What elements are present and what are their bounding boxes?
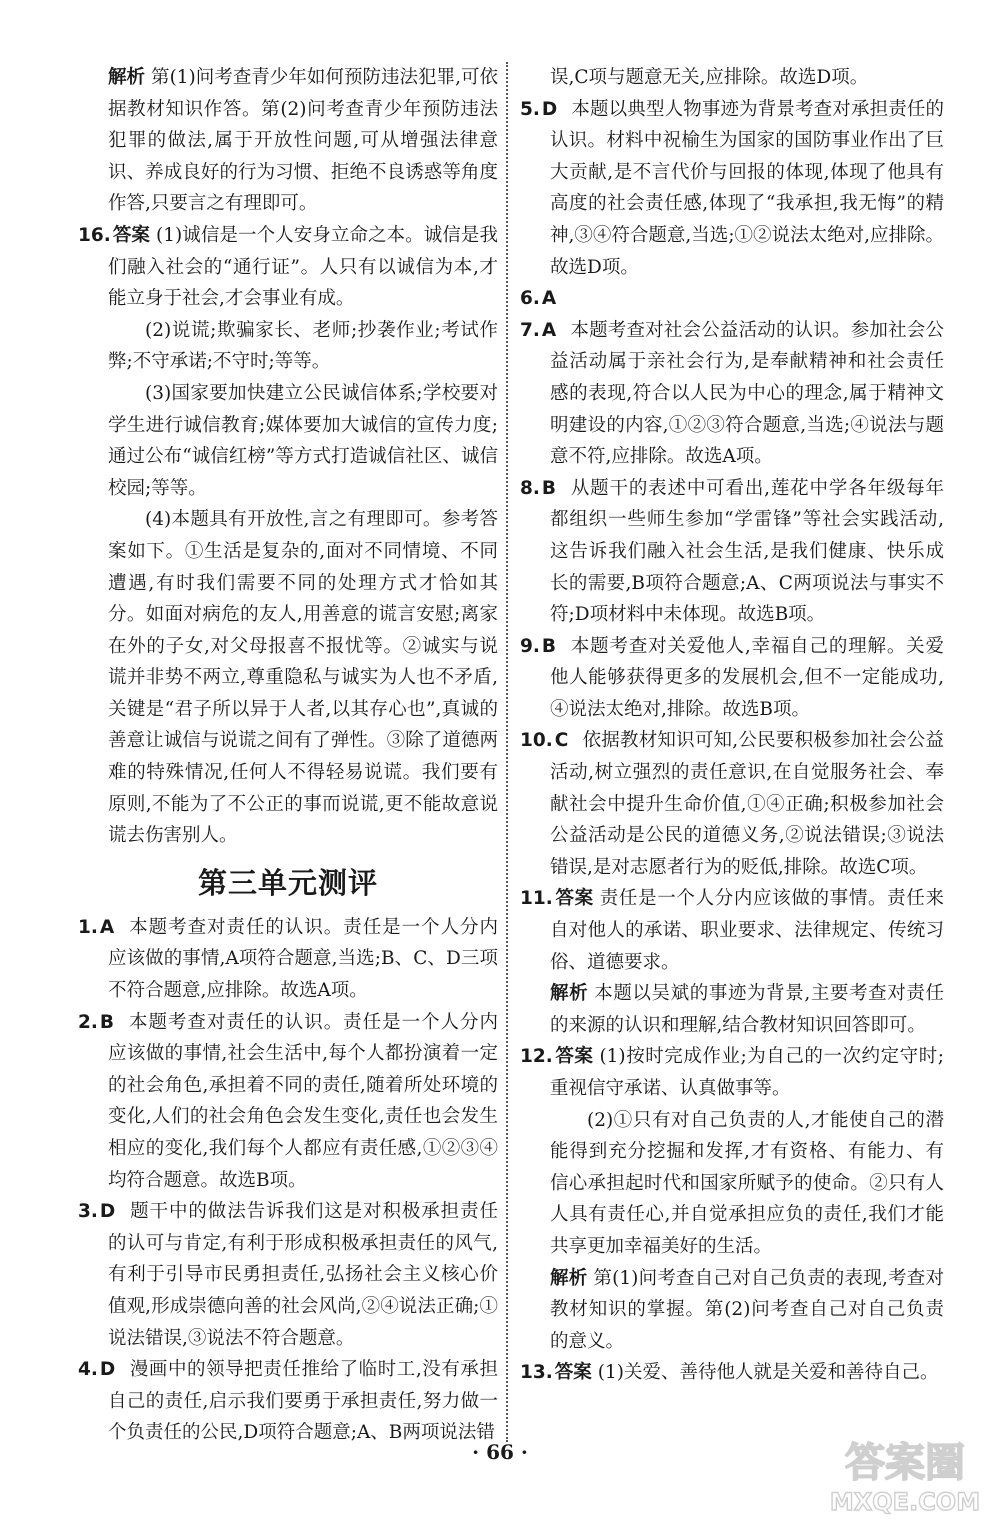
- explanation-paragraph: [520, 1263, 944, 1358]
- question-number: 9.: [520, 635, 540, 657]
- question-item: [520, 631, 944, 726]
- watermark-line2: MXQE.COM: [829, 1488, 981, 1516]
- entry-text: (3)国家要加快建立公民诚信体系;学校要对学生进行诚信教育;媒体要加大诚信的宣传力度;通过公布“诚信红榜”等方式打造诚信社区、诚信校园;等等。: [108, 382, 498, 499]
- explanation-paragraph: [78, 62, 498, 220]
- entry-text: 第(1)问考查青少年如何预防违法犯罪,可依据教材知识作答。第(2)问考查青少年预防违法犯罪的做法,属于开放性问题,可从增强法律意识、养成良好的行为习惯、拒绝不良诱惑等角度作答,只要言之有理即可。: [108, 67, 498, 215]
- question-item: [520, 883, 944, 978]
- answer-subpart: [78, 378, 498, 504]
- question-number: 7.: [520, 319, 540, 341]
- answer-choice: C: [554, 730, 569, 752]
- entry-text: 第(1)问考查自己对自己负责的表现,考查对教材知识的掌握。第(2)问考查自己对自己负责的意义。: [550, 1267, 944, 1352]
- question-item: [78, 912, 498, 1007]
- question-item: [520, 1357, 944, 1389]
- page-number: · 66 ·: [472, 1440, 528, 1464]
- answer-choice: B: [99, 1011, 115, 1033]
- entry-text: 本题考查对责任的认识。责任是一个人分内应该做的事情,社会生活中,每个人都扮演着一定的社会角色,承担着不同的责任,随着所处环境的变化,人们的社会角色会发生变化,责任也会发生相应的变化,我们每个人都应有责任感,①②③④均符合题意。故选B项。: [108, 1011, 498, 1191]
- entry-text: 题干中的做法告诉我们这是对积极承担责任的认可与肯定,有利于形成积极承担责任的风气,有利于引导市民勇担责任,弘扬社会主义核心价值观,形成崇德向善的社会风尚,②④说法正确;①说法错误,③说法不符合题意。: [108, 1201, 498, 1349]
- analysis-label: 解析: [550, 983, 589, 1005]
- left-column: [78, 62, 498, 1449]
- question-item: [78, 220, 498, 315]
- question-item: [78, 1196, 498, 1354]
- question-number: 8.: [520, 477, 540, 499]
- question-number: 12.: [520, 1046, 553, 1068]
- answer-subpart: [520, 1105, 944, 1263]
- question-number: 3.: [78, 1201, 98, 1223]
- question-number: 2.: [78, 1011, 98, 1033]
- question-item: [78, 1354, 498, 1449]
- right-column: [520, 62, 944, 1389]
- watermark-logo: [820, 1432, 990, 1518]
- question-number: 1.: [78, 916, 98, 938]
- question-item: [520, 94, 944, 284]
- explanation-paragraph: [520, 978, 944, 1041]
- answer-choice: A: [541, 319, 557, 341]
- entry-text: 本题以吴斌的事迹为背景,主要考查对责任的来源的认识和理解,结合教材知识回答即可。: [550, 983, 944, 1036]
- answer-label: 答案: [554, 888, 594, 910]
- watermark-line1: 答案圈: [845, 1440, 965, 1486]
- entry-text: (4)本题具有开放性,言之有理即可。参考答案如下。①生活是复杂的,面对不同情境、不同遭遇,有时我们需要不同的处理方式才恰如其分。如面对病危的友人,用善意的谎言安慰;离家在外的子女,对父母报喜不报忧等。②诚实与说谎并非势不两立,尊重隐私与诚实为人也不矛盾,关键是“君子所以异于人者,以其存心也”,真诚的善意让诚信与说谎之间有了弹性。③除了道德两难的特殊情况,任何人不得轻易说谎。我们要有原则,不能为了不公正的事而说谎,更不能故意说谎去伤害别人。: [108, 509, 498, 847]
- answer-choice: A: [99, 916, 115, 938]
- question-item: [520, 315, 944, 473]
- question-number: 10.: [520, 730, 553, 752]
- column-divider: [506, 62, 508, 1442]
- entry-text: 本题以典型人物事迹为背景考查对承担责任的认识。材料中祝榆生为国家的国防事业作出了巨大贡献,是不言代价与回报的体现,体现了他具有高度的社会责任感,体现了“我承担,我无悔”的精神,③④符合题意,当选;①②说法太绝对,应排除。故选D项。: [550, 98, 944, 278]
- answer-label: 答案: [554, 1362, 592, 1384]
- entry-text: 误,C项与题意无关,应排除。故选D项。: [550, 67, 869, 88]
- question-number: 6.: [520, 288, 540, 310]
- entry-text: (2)①只有对自己负责的人,才能使自己的潜能得到充分挖掘和发挥,才有资格、有能力、有信心承担起时代和国家所赋予的使命。②只有人人具有责任心,并自觉承担应负的责任,我们才能共享更加幸福美好的生活。: [550, 1109, 944, 1257]
- entry-text: (2)说谎;欺骗家长、老师;抄袭作业;考试作弊;不守承诺;不守时;等等。: [108, 319, 498, 373]
- question-number: 5.: [520, 98, 540, 120]
- entry-text: 从题干的表述中可看出,莲花中学各年级每年都组织一些师生参加“学雷锋”等社会实践活动,这告诉我们融入社会生活,是我们健康、快乐成长的需要,B项符合题意;A、C两项说法与事实不符;D项材料中未体现。故选B项。: [550, 477, 944, 626]
- answer-choice: D: [541, 98, 558, 120]
- question-item: [520, 1041, 944, 1104]
- explanation-paragraph: [520, 62, 944, 94]
- question-number: 13.: [520, 1362, 553, 1384]
- question-item: [520, 283, 944, 315]
- entry-text: (1)关爱、善待他人就是关爱和善待自己。: [597, 1362, 939, 1384]
- analysis-label: 解析: [550, 1267, 588, 1289]
- question-number: 4.: [78, 1359, 98, 1381]
- question-number: 16.: [78, 224, 111, 246]
- entry-text: 本题考查对关爱他人,幸福自己的理解。关爱他人能够获得更多的发展机会,但不一定能成功,④说法太绝对,排除。故选B项。: [550, 635, 944, 720]
- question-item: [520, 473, 944, 631]
- answer-choice: B: [541, 635, 557, 657]
- answer-subpart: [78, 504, 498, 852]
- entry-text: 本题考查对责任的认识。责任是一个人分内应该做的事情,A项符合题意,当选;B、C、D三项不符合题意,应排除。故选A项。: [108, 916, 498, 1002]
- entry-text: (1)诚信是一个人安身立命之本。诚信是我们融入社会的“通行证”。人只有以诚信为本,才能立身于社会,才会事业有成。: [108, 224, 498, 310]
- answer-choice: A: [541, 288, 557, 310]
- question-item: [78, 1007, 498, 1197]
- entry-text: 责任是一个人分内应该做的事情。责任来自对他人的承诺、职业要求、法律规定、传统习俗、道德要求。: [550, 888, 944, 973]
- answer-choice: D: [99, 1201, 116, 1223]
- answer-label: 答案: [112, 224, 151, 246]
- answer-label: 答案: [554, 1046, 594, 1068]
- answer-choice: D: [99, 1359, 116, 1381]
- analysis-label: 解析: [108, 67, 146, 88]
- entry-text: 漫画中的领导把责任推给了临时工,没有承担自己的责任,启示我们要勇于承担责任,努力做一个负责任的公民,D项符合题意;A、B两项说法错: [108, 1359, 498, 1444]
- entry-text: 依据教材知识可知,公民要积极参加社会公益活动,树立强烈的责任意识,在自觉服务社会、奉献社会中提升生命价值,①④正确;积极参加社会公益活动是公民的道德义务,②说法错误;③说法错误,是对志愿者行为的贬低,排除。故选C项。: [550, 730, 944, 878]
- answer-choice: B: [541, 477, 557, 499]
- question-number: 11.: [520, 888, 553, 910]
- answer-subpart: [78, 315, 498, 378]
- section-title: 第三单元测评: [197, 865, 378, 900]
- entry-text: 本题考查对社会公益活动的认识。参加社会公益活动属于亲社会行为,是奉献精神和社会责任感的表现,符合以人民为中心的理念,属于精神文明建设的内容,①②③符合题意,当选;④说法与题意不符,应排除。故选A项。: [550, 319, 944, 468]
- entry-text: (1)按时完成作业;为自己的一次约定守时;重视信守承诺、认真做事等。: [550, 1046, 944, 1099]
- question-item: [520, 725, 944, 883]
